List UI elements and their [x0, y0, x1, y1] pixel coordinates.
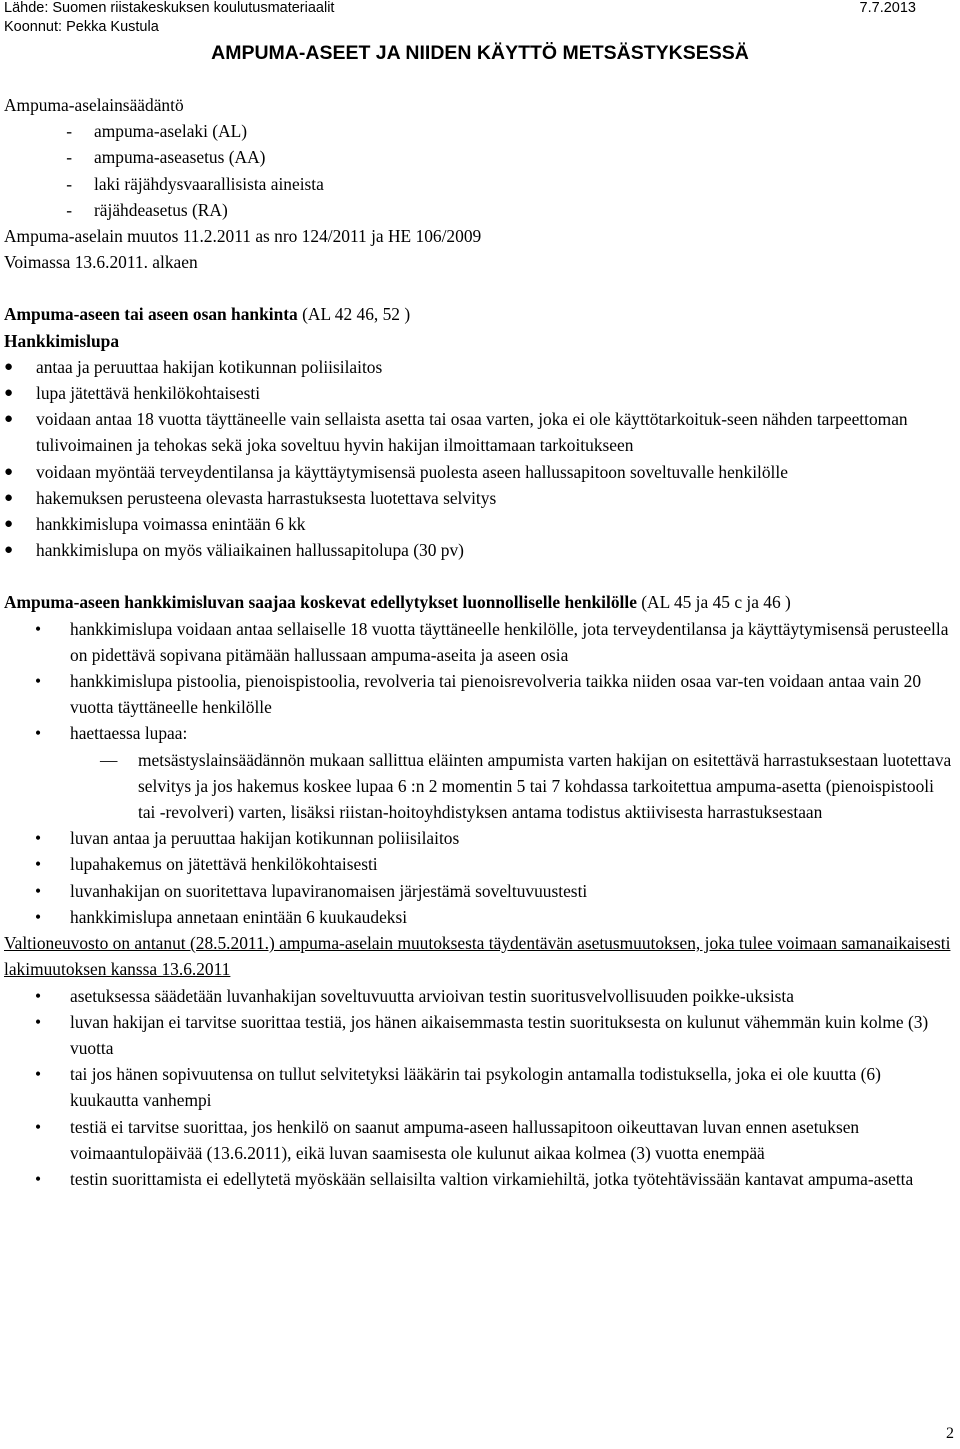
- document-title: AMPUMA-ASEET JA NIIDEN KÄYTTÖ METSÄSTYKSESSÄ: [211, 42, 749, 64]
- bullet-icon: ●: [4, 385, 14, 402]
- list-item: • luvanhakijan on suoritettava lupaviranomaisen järjestämä soveltuvuustesti: [4, 878, 952, 904]
- bullet-icon: ●: [4, 358, 14, 375]
- list-item: ● voidaan myöntää terveydentilansa ja käyttäytymisensä puolesta aseen hallussapitoon soveltuvalle henkilölle: [4, 459, 952, 485]
- dash-icon: —: [100, 749, 118, 770]
- list-item: • testiä ei tarvitse suorittaa, jos henkilö on saanut ampuma-aseen hallussapitoon oikeuttavan luvan ennen asetuksen voimaantulopäivää (13.6.2011), eikä luvan saamisesta ole kulunut aikaa kolmea (3) vuotta enempää: [4, 1114, 952, 1166]
- acquisition-heading: Ampuma-aseen tai aseen osan hankinta (AL 42 46, 52 ): [4, 304, 411, 325]
- list-item: ● antaa ja peruuttaa hakijan kotikunnan poliisilaitos: [4, 354, 952, 380]
- header-date: 7.7.2013: [859, 0, 916, 16]
- bullet-icon: •: [35, 618, 42, 639]
- list-item: • haettaessa lupaa:: [4, 720, 952, 746]
- bullet-icon: •: [35, 906, 42, 927]
- bullet-icon: •: [35, 1116, 42, 1137]
- list-item: - laki räjähdysvaarallisista aineista: [66, 173, 324, 194]
- bullet-icon: •: [35, 1168, 42, 1189]
- bullet-icon: •: [35, 880, 42, 901]
- list-item: ● lupa jätettävä henkilökohtaisesti: [4, 380, 952, 406]
- list-item: ● voidaan antaa 18 vuotta täyttäneelle vain sellaista asetta tai osaa varten, joka ei ole käyttötarkoituk-seen nähden tarpeettoman tulivoimainen ja tehokas sekä joka soveltuu hyvin hakijan ilmoittamaan tarkoitukseen: [4, 406, 952, 458]
- amendment-line: Ampuma-aselain muutos 11.2.2011 as nro 124/2011 ja HE 106/2009: [4, 226, 482, 247]
- requirements-heading: Ampuma-aseen hankkimisluvan saajaa koskevat edellytykset luonnolliselle henkilölle (AL 45 ja 45 c ja 46 ): [4, 592, 791, 613]
- list-item: ● hankkimislupa voimassa enintään 6 kk: [4, 511, 952, 537]
- bullet-icon: •: [35, 723, 42, 744]
- list-item: • testin suorittamista ei edellytetä myöskään sellaisilta valtion virkamiehiltä, jotka työtehtävissään kantavat ampuma-asetta: [4, 1166, 952, 1192]
- bullet-icon: ●: [4, 411, 14, 428]
- permit-subheading: Hankkimislupa: [4, 330, 120, 351]
- list-item: ● hakemuksen perusteena olevasta harrastuksesta luotettava selvitys: [4, 485, 952, 511]
- compiler-line: Koonnut: Pekka Kustula: [4, 19, 159, 35]
- list-item: • hankkimislupa voidaan antaa sellaiselle 18 vuotta täyttäneelle henkilölle, jota terveydentilansa ja käyttäytymisensä perusteella on pidettävä sopivana pitämään hallussaan ampuma-aseita ja aseen osia: [4, 616, 952, 668]
- list-item: • luvan antaa ja peruuttaa hakijan kotikunnan poliisilaitos: [4, 825, 952, 851]
- list-item: • tai jos hänen sopivuutensa on tullut selvitetyksi lääkärin tai psykologin antamalla todistuksella, joka ei ole kuutta (6) kuukautta vanhempi: [4, 1061, 952, 1113]
- bullet-icon: •: [35, 1064, 42, 1085]
- list-item: - räjähdeasetus (RA): [66, 199, 228, 220]
- list-item: • hankkimislupa annetaan enintään 6 kuukaudeksi: [4, 904, 952, 930]
- list-item: - ampuma-aseasetus (AA): [66, 147, 266, 168]
- list-item: • lupahakemus on jätettävä henkilökohtaisesti: [4, 851, 952, 877]
- decree-paragraph: Valtioneuvosto on antanut (28.5.2011.) ampuma-aselain muutoksesta täydentävän asetusmuutoksen, joka tulee voimaan samanaikaisesti lakimuutoksen kanssa 13.6.2011: [4, 933, 951, 980]
- bullet-icon: ●: [4, 463, 14, 480]
- in-force-line: Voimassa 13.6.2011. alkaen: [4, 252, 198, 273]
- bullet-icon: ●: [4, 542, 14, 559]
- list-item: • luvan hakijan ei tarvitse suorittaa testiä, jos hänen aikaisemmasta testin suorituksesta on kulunut vähemmän kuin kolme (3) vuotta: [4, 1009, 952, 1061]
- list-item: ● hankkimislupa on myös väliaikainen hallussapitolupa (30 pv): [4, 537, 952, 563]
- legislation-heading: Ampuma-aselainsäädäntö: [4, 95, 184, 115]
- bullet-icon: •: [35, 1011, 42, 1032]
- bullet-icon: •: [35, 985, 42, 1006]
- bullet-icon: •: [35, 671, 42, 692]
- bullet-icon: ●: [4, 489, 14, 506]
- bullet-icon: •: [35, 854, 42, 875]
- sub-list-item: — metsästyslainsäädännön mukaan sallittua eläinten ampumista varten hakijan on esitettävä harrastuksestaan luotettava selvitys ja jos hakemus koskee lupaa 6 :n 2 momentin 5 tai 7 kohdassa tarkoitettua ampuma-asetta (pienoispistooli tai -revolveri) varten, lisäksi riistan-hoitoyhdistyksen antama todistus aktiivisesta harrastuksestaan: [4, 747, 952, 826]
- list-item: - ampuma-aselaki (AL): [66, 121, 248, 142]
- bullet-icon: ●: [4, 516, 14, 533]
- list-item: • asetuksessa säädetään luvanhakijan soveltuvuutta arvioivan testin suoritusvelvollisuuden poikke-uksista: [4, 983, 952, 1009]
- list-item: • hankkimislupa pistoolia, pienoispistoolia, revolveria tai pienoisrevolveria taikka niiden osaa var-ten voidaan antaa vain 20 vuotta täyttäneelle henkilölle: [4, 668, 952, 720]
- bullet-icon: •: [35, 828, 42, 849]
- page-number: 2: [946, 1425, 954, 1442]
- document-body: [4, 92, 952, 1192]
- source-line: Lähde: Suomen riistakeskuksen koulutusmateriaalit: [4, 0, 335, 16]
